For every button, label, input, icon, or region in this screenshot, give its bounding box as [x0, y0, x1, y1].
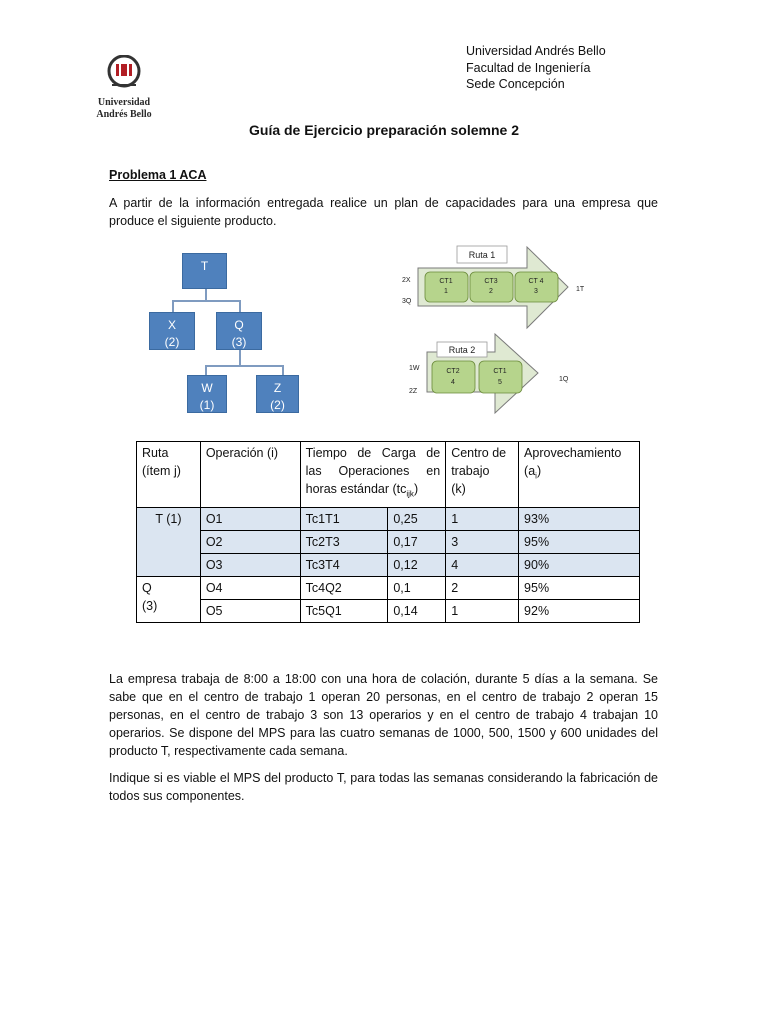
- table-row: T (1) O1 Tc1T1 0,25 1 93%: [137, 508, 640, 531]
- route-1-cell-2-op: 2: [489, 288, 493, 295]
- university-logo: [92, 55, 156, 120]
- table-row: Q (3) O4 Tc4Q2 0,1 2 95%: [137, 577, 640, 600]
- logo-text-line1: Universidad: [97, 97, 151, 108]
- header-load-time: Tiempo de Carga de las Operaciones en horas estándar $(tc_{ijk})$: [300, 442, 446, 508]
- route-2-input-2: 2Z: [409, 388, 418, 395]
- problem-heading: Problema 1 ACA: [109, 168, 207, 182]
- route-1-cell-1-op: 1: [444, 288, 448, 295]
- route-2-arrow: [409, 334, 569, 413]
- group-t: T (1): [137, 508, 201, 577]
- route-2-cell-2-op: 5: [498, 379, 502, 386]
- route-1-title: Ruta 1: [468, 250, 496, 260]
- route-1-cell-1-name: CT1: [439, 278, 453, 285]
- tree-node-x: X (2): [149, 312, 195, 350]
- institution-header: [466, 43, 606, 93]
- page-title: Guía de Ejercicio preparación solemne 2: [249, 122, 519, 138]
- university-name: Universidad Andrés Bello: [466, 44, 606, 58]
- route-2-output: 1Q: [559, 376, 569, 383]
- route-2-cell-1-op: 4: [451, 379, 455, 386]
- tree-node-z: Z (2): [256, 375, 299, 413]
- route-2-input-1: 1W: [409, 365, 420, 372]
- header-operation: Operación (i): [200, 442, 300, 508]
- faculty-name: Facultad de Ingeniería: [466, 60, 591, 75]
- logo-text-line2: Andrés Bello: [96, 109, 152, 120]
- routes-diagram: [390, 240, 600, 415]
- logo-emblem-icon: [104, 55, 144, 91]
- group-q: Q (3): [137, 577, 201, 623]
- header-utilization: Aprovechamiento $(a_i)$: [519, 442, 640, 508]
- route-1-cell-2-name: CT3: [484, 278, 498, 285]
- tree-node-t: T: [182, 253, 227, 289]
- header-work-center: Centro de trabajo (k): [446, 442, 519, 508]
- route-1-arrow: [402, 246, 585, 328]
- table-row: O5 Tc5Q1 0,14 1 92%: [137, 600, 640, 623]
- route-1-output: 1T: [576, 286, 585, 293]
- operations-table: [136, 441, 640, 623]
- header-route: Ruta (ítem j): [137, 442, 201, 508]
- tree-node-q: Q (3): [216, 312, 262, 350]
- problem-statement: La empresa trabaja de 8:00 a 18:00 con una hora de colación, durante 5 días a la semana. Se sabe que en el centro de trabajo 1 operan 20 personas, en el centro de trabajo 2 operan 15 personas, en el centro de trabajo 3 son 13 operarios y en el centro de trabajo 4 trabajan 10 operarios. Se dispone del MPS para las cuatro semanas de 1000, 500, 1500 y 600 unidades del producto T, respectivamente cada semana.: [109, 672, 658, 758]
- problem-question: Indique si es viable el MPS del producto T, para todas las semanas considerando la fabricación de todos sus componentes.: [109, 771, 658, 803]
- tree-node-w: W (1): [187, 375, 227, 413]
- route-1-input-1: 2X: [402, 277, 411, 284]
- campus-name: Sede Concepción: [466, 77, 565, 91]
- route-2-title: Ruta 2: [448, 345, 476, 355]
- route-1-cell-3-op: 3: [534, 288, 538, 295]
- table-header-row: [137, 442, 640, 508]
- route-1-cell-3-name: CT 4: [528, 278, 544, 285]
- problem-intro: A partir de la información entregada realice un plan de capacidades para una empresa que produce el siguiente producto.: [109, 196, 658, 228]
- route-1-input-2: 3Q: [402, 298, 412, 305]
- route-2-cell-1-name: CT2: [446, 368, 460, 375]
- table-row: O2 Tc2T3 0,17 3 95%: [137, 531, 640, 554]
- route-2-cell-2-name: CT1: [493, 368, 507, 375]
- table-row: O3 Tc3T4 0,12 4 90%: [137, 554, 640, 577]
